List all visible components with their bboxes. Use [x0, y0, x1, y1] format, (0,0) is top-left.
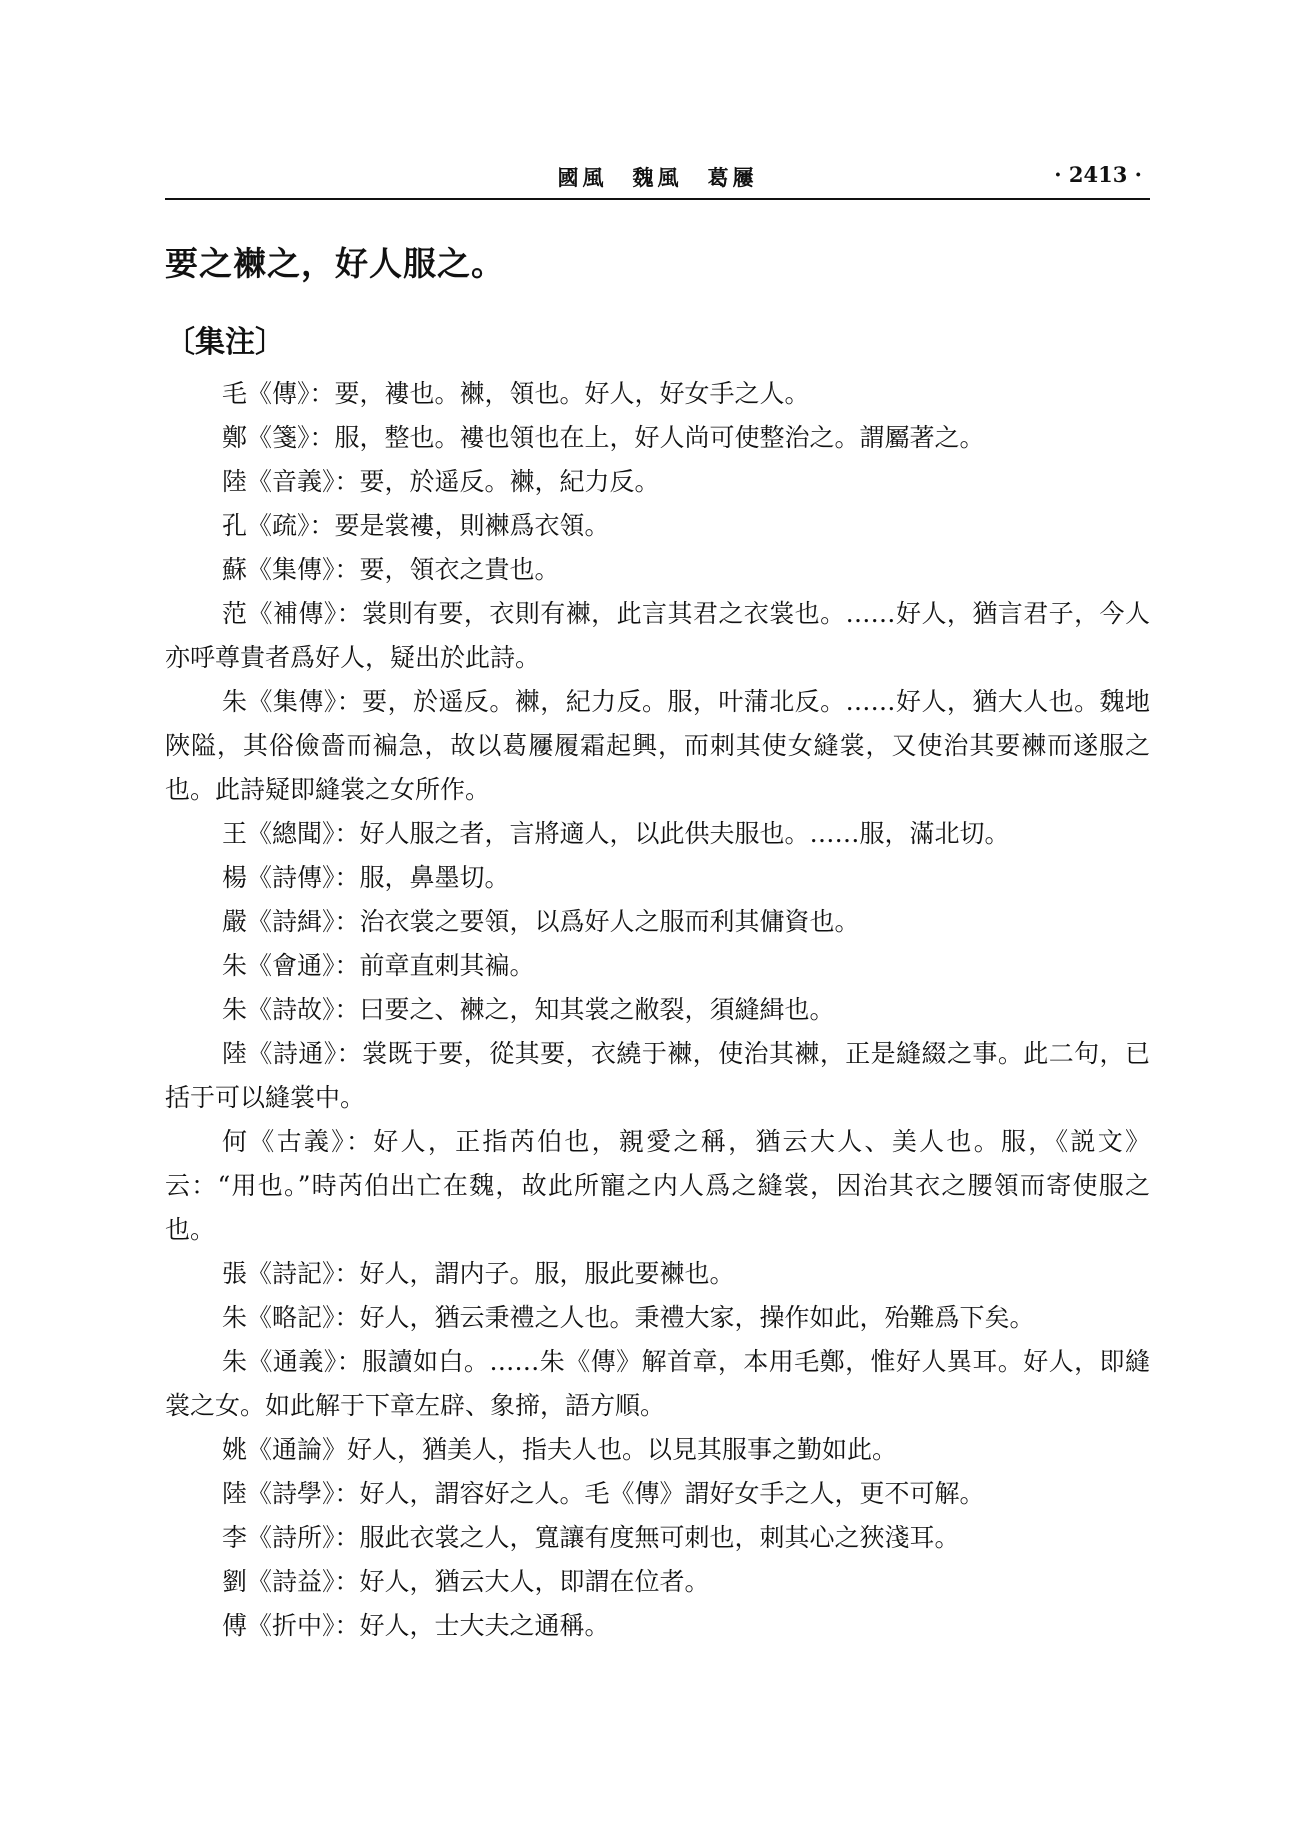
note-paragraph: 李《詩所》：服此衣裳之人，寬讓有度無可刺也，刺其心之狹淺耳。 — [222, 1523, 960, 1552]
note-paragraph: 傅《折中》：好人，士大夫之通稱。 — [222, 1611, 610, 1640]
note-paragraph: 朱《會通》：前章直刺其褊。 — [222, 951, 535, 980]
page-number: · 2413 · — [1054, 162, 1142, 187]
note-paragraph: 鄭《箋》：服，整也。褸也領也在上，好人尚可使整治之。謂屬著之。 — [222, 423, 985, 452]
note-paragraph: 何《古義》：好人，正指芮伯也，親愛之稱，猶云大人、美人也。服，《説文》云：“用也。”時芮伯出亡在魏，故此所寵之内人爲之縫裳，因治其衣之腰領而寄使服之也。 — [165, 1127, 1150, 1244]
note-paragraph: 朱《詩故》：曰要之、襋之，知其裳之敝裂，須縫緝也。 — [222, 995, 835, 1024]
note-paragraph: 張《詩記》：好人，謂内子。服，服此要襋也。 — [222, 1259, 735, 1288]
note-paragraph: 孔《疏》：要是裳褸，則襋爲衣領。 — [222, 511, 610, 540]
running-title: 國風 魏風 葛屨 — [557, 165, 758, 190]
note-paragraph: 姚《通論》好人，猶美人，指夫人也。以見其服事之勤如此。 — [222, 1435, 898, 1464]
note-paragraph: 劉《詩益》：好人，猶云大人，即謂在位者。 — [222, 1567, 710, 1596]
note-paragraph: 陸《詩學》：好人，謂容好之人。毛《傳》謂好女手之人，更不可解。 — [222, 1479, 985, 1508]
note-paragraph: 毛《傳》：要，褸也。襋，領也。好人，好女手之人。 — [222, 379, 810, 408]
note-paragraph: 范《補傳》：裳則有要，衣則有襋，此言其君之衣裳也。……好人，猶言君子，今人亦呼尊貴者爲好人，疑出於此詩。 — [165, 599, 1150, 672]
section-heading: 〔集注〕 — [165, 325, 285, 360]
note-paragraph: 陸《詩通》：裳既于要，從其要，衣繞于襋，使治其襋，正是縫綴之事。此二句，已括于可以縫裳中。 — [165, 1039, 1150, 1112]
note-paragraph: 王《總聞》：好人服之者，言將適人，以此供夫服也。……服，滿北切。 — [222, 819, 1010, 848]
header-rule — [165, 198, 1150, 200]
note-paragraph: 朱《集傳》：要，於遥反。襋，紀力反。服，叶蒲北反。……好人，猶大人也。魏地陜隘，其俗儉嗇而褊急，故以葛屨履霜起興，而刺其使女縫裳，又使治其要襋而遂服之也。此詩疑即縫裳之女所作。 — [165, 687, 1150, 804]
verse-line: 要之襋之，好人服之。 — [165, 244, 505, 283]
note-paragraph: 嚴《詩緝》：治衣裳之要領，以爲好人之服而利其傭資也。 — [222, 907, 860, 936]
note-paragraph: 楊《詩傳》：服，鼻墨切。 — [222, 863, 510, 892]
running-head — [165, 162, 1150, 198]
commentary-notes — [165, 372, 1150, 1648]
note-paragraph: 朱《略記》：好人，猶云秉禮之人也。秉禮大家，操作如此，殆難爲下矣。 — [222, 1303, 1035, 1332]
note-paragraph: 朱《通義》：服讀如白。……朱《傳》解首章，本用毛鄭，惟好人異耳。好人，即縫裳之女。如此解于下章左辟、象揥，語方順。 — [165, 1347, 1150, 1420]
note-paragraph: 陸《音義》：要，於遥反。襋，紀力反。 — [222, 467, 660, 496]
note-paragraph: 蘇《集傳》：要，領衣之貴也。 — [222, 555, 560, 584]
